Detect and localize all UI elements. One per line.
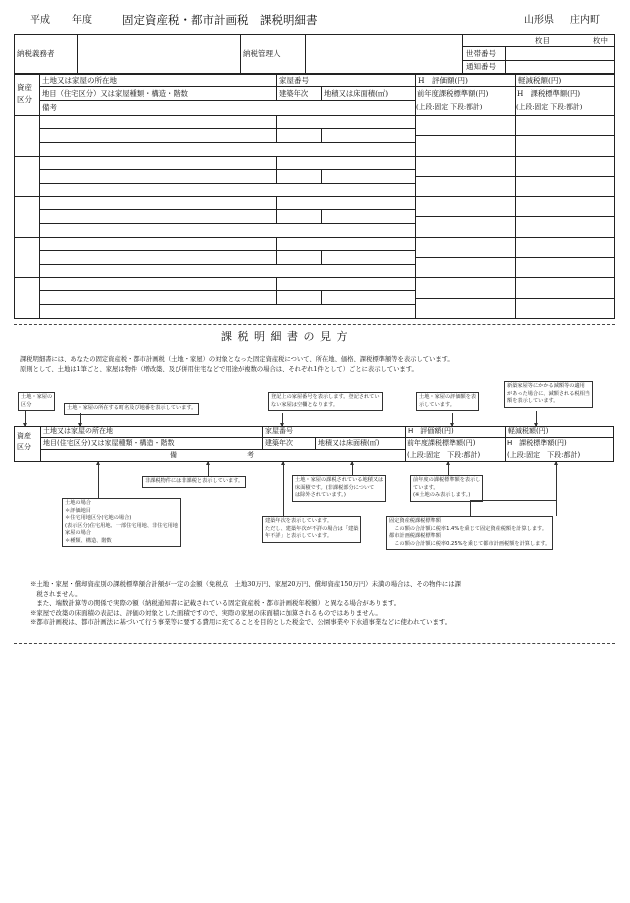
manager-label: 納税管理人 — [243, 49, 281, 58]
diagram-area: 地積又は床面積(㎡) — [318, 439, 380, 447]
built-year-header: 建築年次 — [279, 89, 309, 98]
area-header: 地積又は床面積(㎡) — [324, 89, 389, 98]
diagram-prev-standard: 前年度課税標準額(円) — [407, 439, 476, 447]
footnote-3: ※家屋で改築の床面積の表記は、評価の対象とした面積ですので、実際の家屋の床面積に加算されるものではありません。 — [30, 608, 382, 617]
diagram-valuation: H 評価額(円) — [408, 427, 454, 435]
prefecture-name: 山形県 — [524, 15, 554, 26]
notice-number-label: 通知番号 — [466, 62, 496, 71]
guide-intro-line-2: 原則として、土地は1筆ごと、家屋は物件（増改築、及び併用住宅などで用途が複数の場合は、それぞれ1件として）ごとに表示しています。 — [20, 366, 418, 373]
fiscal-year-label: 年度 — [72, 15, 92, 26]
standard-header: H 課税標準額(円) — [517, 89, 581, 98]
note-reduction: 新築家屋等にかかる減額等の適用 があった場合に、減額される税相当 額を表示しています。 — [504, 381, 593, 408]
note-land-type: 土地の場合 ＊評価地目 ＊住宅用地区分(宅地の場合) (表示区分)住宅用地、一部住宅用地、非住宅用地 家屋の場合 ＊種類、構造、階数 — [62, 498, 181, 547]
upper-lower-note-2: (上段:固定 下段:都計) — [516, 103, 583, 111]
arrow-area — [352, 462, 353, 475]
taxpayer-label: 納税義務者 — [17, 49, 55, 58]
town-name: 庄内町 — [570, 15, 600, 26]
diagram-location: 土地又は家屋の所在地 — [43, 427, 113, 435]
taxpayer-info-box — [14, 34, 615, 74]
prev-standard-header: 前年度課税標準額(円) — [417, 89, 489, 98]
note-area: 土地・家屋の課税されている地積又は 床面積です。(非課税部分について は除外されています。) — [292, 475, 386, 502]
land-type-header: 地目（住宅区分）又は家屋種類・構造・階数 — [42, 89, 188, 98]
diagram-house-number: 家屋番号 — [265, 427, 293, 435]
arrow-built-year — [283, 462, 284, 516]
era-label: 平成 — [30, 15, 50, 26]
diagram-land-type: 地目(住宅区分)又は家屋種類・構造・階数 — [43, 439, 175, 447]
remarks-header: 備考 — [42, 103, 57, 112]
note-nontaxable: 非課税物件には非課税と表示しています。 — [142, 476, 246, 488]
footnote-2: また、端数計算等の関係で実際の額（納税通知書に記載されている固定資産税・都市計画税年税額）と異なる場合があります。 — [30, 599, 401, 608]
document-title: 固定資産税・都市計画税 課税明細書 — [122, 13, 318, 27]
arrow-land-type — [98, 462, 99, 498]
arrow-valuation — [452, 413, 453, 426]
page-total-label: 枚中 — [593, 36, 608, 45]
location-header: 土地又は家屋の所在地 — [42, 76, 117, 85]
arrow-reduction — [536, 411, 537, 426]
cut-line-bottom — [14, 643, 615, 644]
arrow-location — [80, 413, 81, 426]
reduction-header: 軽減税額(円) — [518, 76, 562, 85]
arrow-asset-class — [25, 411, 26, 426]
note-location: 土地・家屋の所在する町名及び地番を表示しています。 — [64, 403, 199, 415]
diagram-asset-label-2: 区分 — [17, 443, 31, 451]
diagram-paren-2: (上段:固定 下段:都計) — [507, 451, 581, 459]
guide-title: 課 税 明 細 書 の 見 方 — [221, 330, 349, 343]
diagram-reduction: 軽減税額(円) — [508, 427, 549, 435]
house-number-header: 家屋番号 — [279, 76, 309, 85]
diagram-paren-1: (上段:固定 下段:都計) — [407, 451, 481, 459]
asset-class-label-2: 区分 — [17, 95, 32, 104]
household-number-label: 世帯番号 — [466, 49, 496, 58]
footnote-1-cont: 税されません。 — [30, 589, 82, 598]
diagram-built-year: 建築年次 — [265, 439, 293, 447]
note-prev-standard: 前年度の課税標準額を表示し ています。 (※土地のみ表示します。) — [410, 475, 483, 502]
diagram-remarks: 備 考 — [170, 451, 254, 459]
diagram-asset-label: 資産 — [17, 432, 31, 440]
footnote-4: ※都市計画税は、都市計画法に基づいて行う事業等に要する費用に充てることを目的とした税金で、公園事業や下水道事業などに使われています。 — [30, 618, 452, 627]
note-valuation: 土地・家屋の評価額を表 示しています。 — [416, 392, 479, 411]
footnote-1: ※土地・家屋・償却資産別の課税標準額合計額が一定の金額（免税点 土地30万円、家屋20万円、償却資産150万円）未満の場合は、その物件には課 — [30, 580, 462, 588]
arrow-house-number — [282, 413, 283, 426]
asset-class-label: 資産 — [17, 83, 32, 92]
note-asset-class: 土地・家屋の 区分 — [18, 392, 55, 411]
arrow-tax-standard — [556, 462, 557, 516]
arrow-standard-left — [470, 500, 471, 516]
page-current-label: 枚目 — [535, 36, 550, 45]
valuation-header: H 評価額(円) — [418, 76, 468, 85]
arrow-prev-standard — [448, 462, 449, 475]
diagram-standard: H 課税標準額(円) — [507, 439, 567, 447]
note-built-year: 建築年次を表示しています。 ただし、建築年次が不詳の場合は「建築 年不詳」と表示しています。 — [262, 516, 361, 543]
footnotes — [30, 580, 461, 628]
upper-lower-note-1: (上段:固定 下段:都計) — [416, 103, 483, 111]
cut-line-top — [14, 324, 615, 325]
note-house-number: 登記上の家屋番号を表示します。登記されてい ない家屋は空欄となります。 — [268, 392, 383, 411]
guide-intro-line-1: 課税明細書には、あなたの固定資産税・都市計画税（土地・家屋）の対象となった固定資産税について、所在地、価格、課税標準額等を表示しています。 — [20, 356, 454, 363]
note-tax-standard: 固定資産税課税標準額 この額の合計額に税率1.4%を乗じて固定資産税額を計算します。 都市計画税課税標準額 この額の合計額に税率0.25%を乗じて都市計画税額を計算します。 — [386, 516, 553, 550]
arrow-nontaxable — [208, 462, 209, 476]
